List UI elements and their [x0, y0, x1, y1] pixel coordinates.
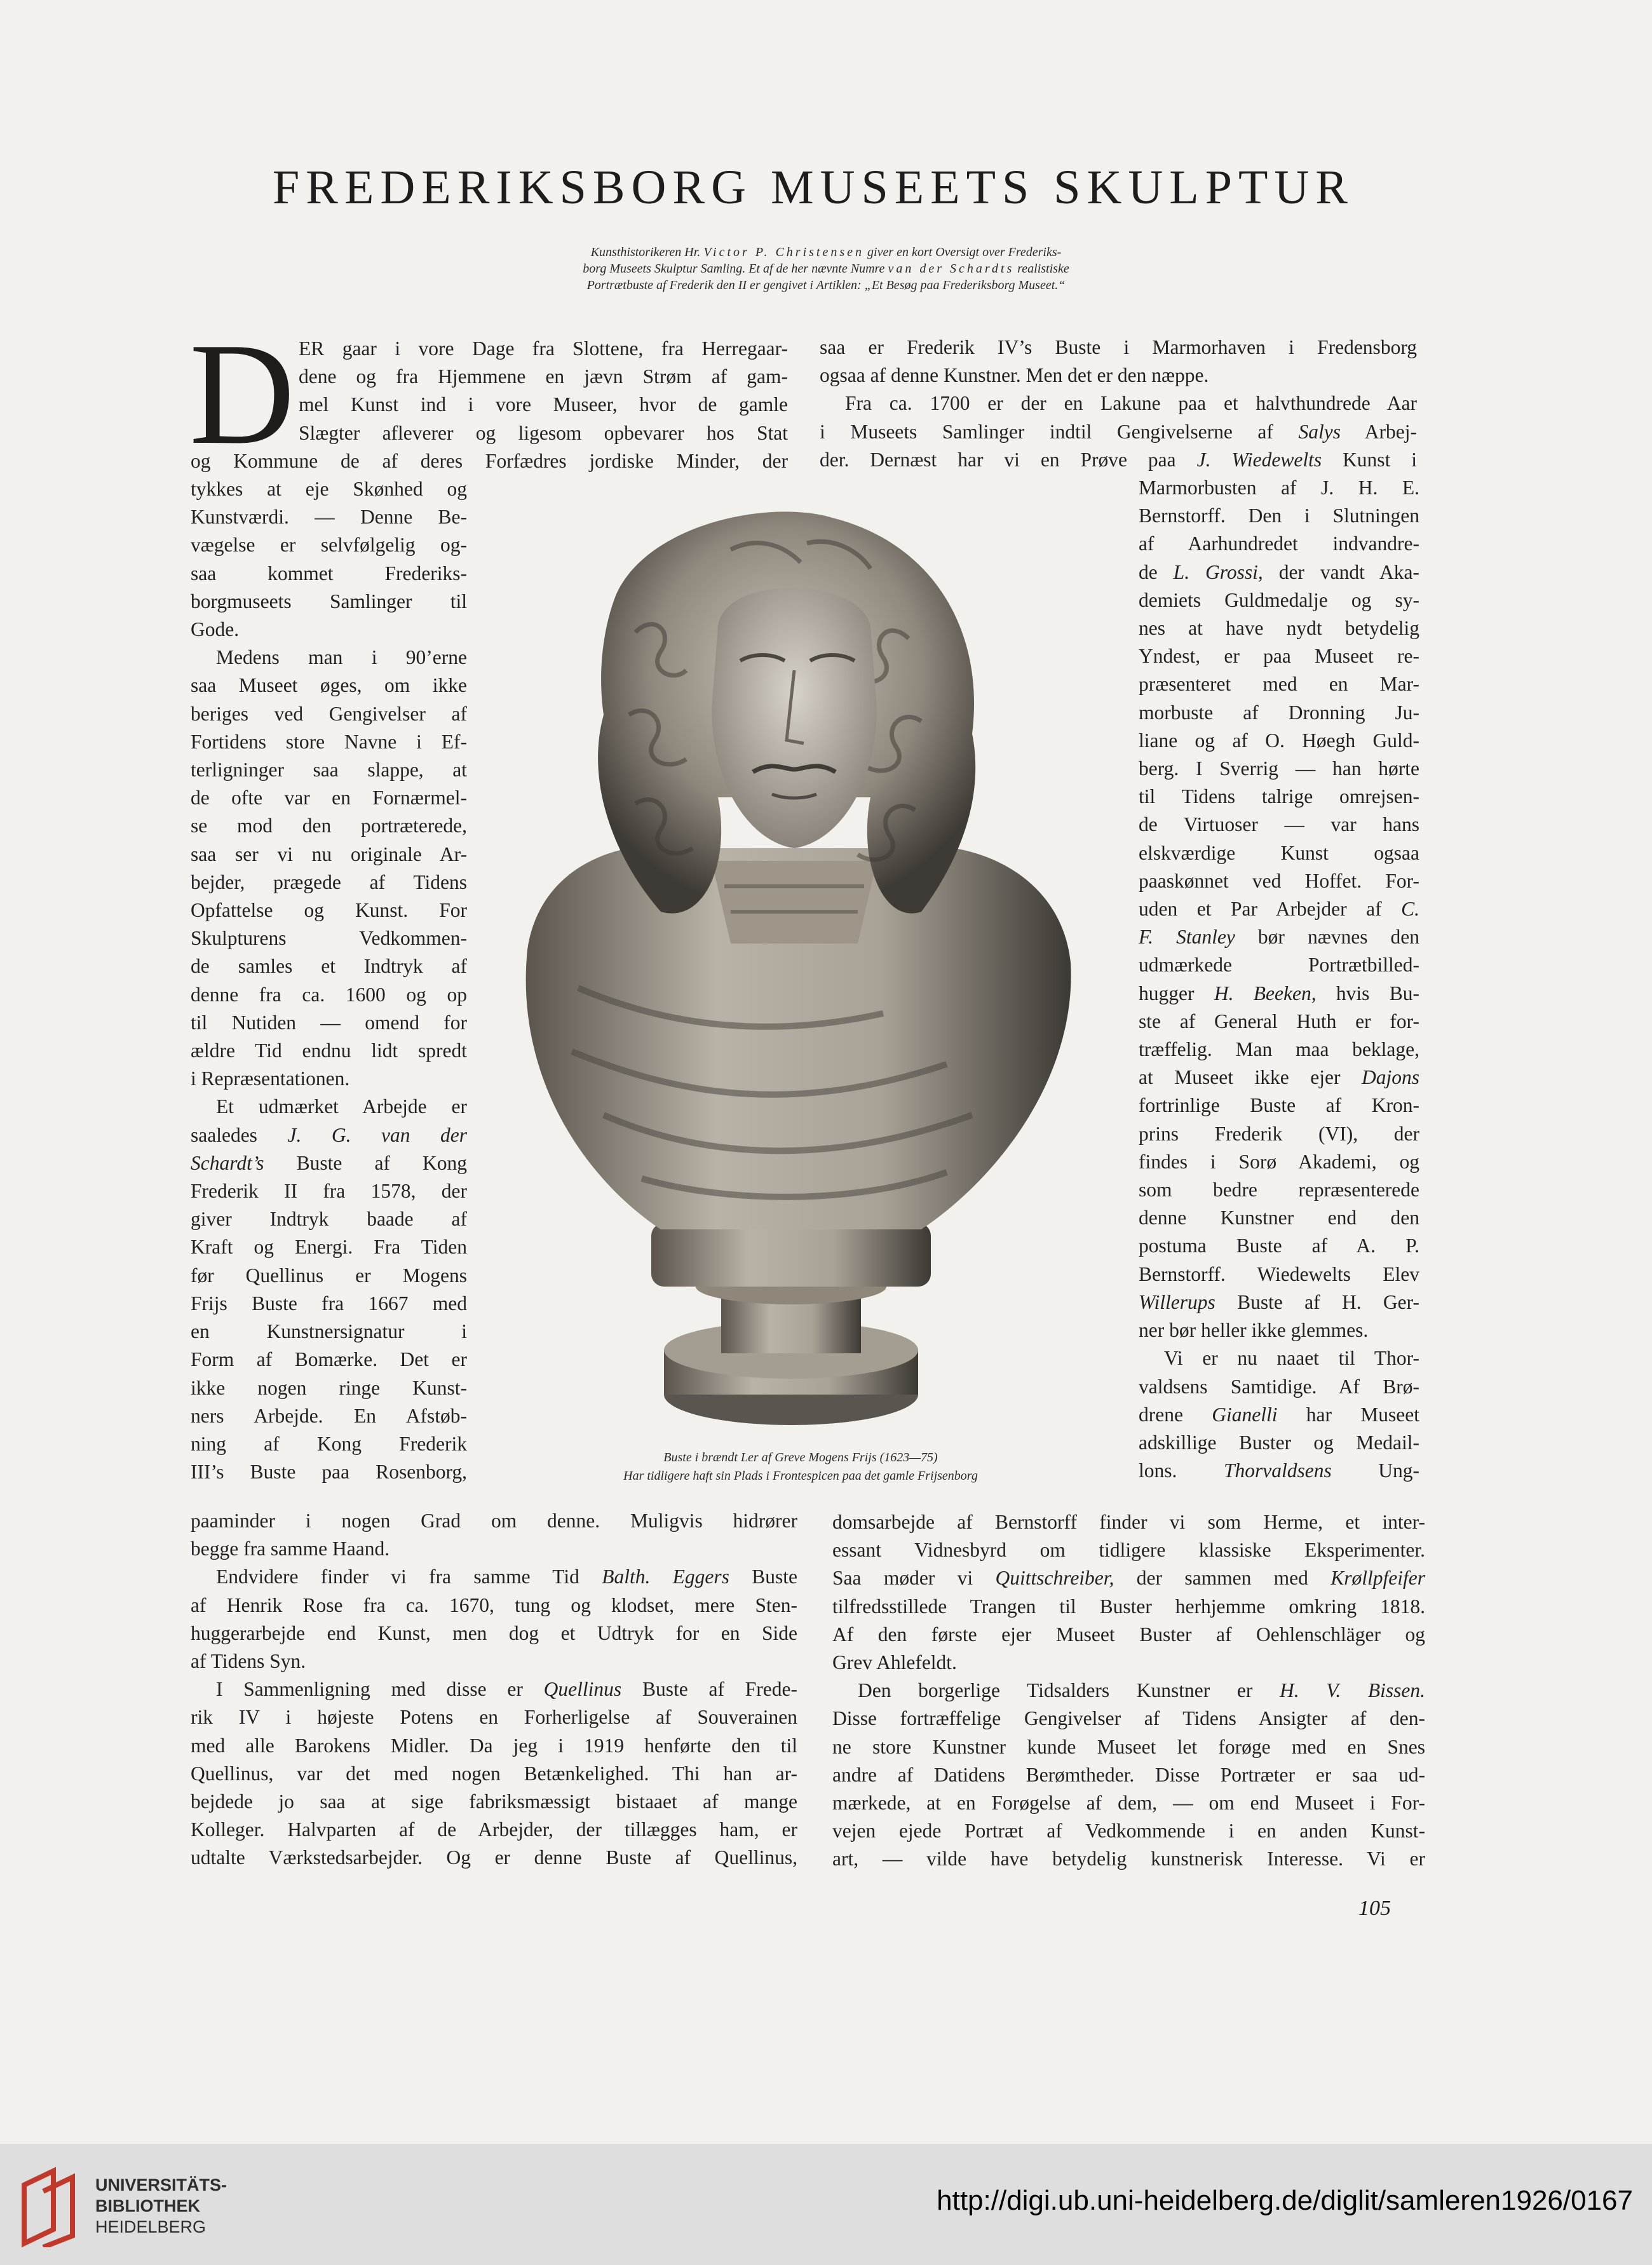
text-run: hugger	[1139, 982, 1195, 1004]
text-line	[191, 1121, 467, 1149]
text-run: Endvidere finder vi fra samme Tid	[216, 1565, 579, 1588]
text-run: bør nævnes den	[1257, 926, 1419, 949]
artist-name: Thorvaldsens	[1223, 1459, 1332, 1482]
source-url-link[interactable]: http://digi.ub.uni-heidelberg.de/diglit/samleren1926/0167	[937, 2185, 1633, 2216]
text-line: saa ser vi nu originale Ar-	[191, 842, 467, 865]
text-line: andre af Datidens Berømtheder. Disse Portræter er saa ud-	[832, 1763, 1425, 1786]
text-line: se mod den portræterede,	[191, 815, 467, 837]
text-run: de	[1139, 560, 1158, 583]
text-line: berg. I Sverrig — han hørte	[1139, 757, 1419, 780]
text-line: Yndest, er paa Museet re-	[1139, 645, 1419, 668]
text-run: saaledes	[191, 1123, 257, 1146]
caption-line-1: Buste i brændt Ler af Greve Mogens Frijs (1623—75)	[663, 1450, 938, 1464]
text-run: Arbej-	[1364, 420, 1418, 443]
text-line: denne Kunstner end den	[1139, 1207, 1419, 1229]
text-run: Buste	[752, 1565, 797, 1588]
text-line: saa kommet Frederiks-	[191, 562, 467, 585]
text-line: paaskønnet ved Hoffet. For-	[1139, 869, 1419, 892]
lead-author-name: Victor P. Christensen	[703, 245, 865, 259]
artist-name: Dajons	[1362, 1066, 1420, 1089]
text-line: ældre Tid endnu lidt spredt	[191, 1039, 467, 1062]
text-run: der. Dernæst har vi en Prøve paa	[820, 448, 1176, 471]
text-line: vejen ejede Portræt af Vedkommende i en anden Kunst-	[832, 1820, 1425, 1842]
text-line: ne store Kunstner kunde Museet let forøge med en Snes	[832, 1735, 1425, 1758]
text-line: de ofte var en Fornærmel-	[191, 787, 467, 809]
text-line: Gode.	[191, 618, 240, 641]
text-run: Kunst i	[1343, 448, 1418, 471]
text-line: bejder, prægede af Tidens	[191, 870, 467, 893]
text-run: I Sammenligning med disse er	[216, 1678, 523, 1701]
library-name-line: UNIVERSITÄTS-	[95, 2175, 227, 2194]
text-line	[1139, 923, 1419, 951]
text-run: lons.	[1139, 1459, 1177, 1482]
artist-name: Krøllpfeifer	[1330, 1567, 1425, 1590]
artist-name: L. Grossi,	[1173, 560, 1263, 583]
text-line	[1139, 1064, 1419, 1092]
text-run: i Museets Samlinger indtil Gengivelserne af	[820, 420, 1273, 443]
text-line: dene og fra Hjemmene en jævn Strøm af gam-	[299, 365, 788, 388]
text-line: terligninger saa slappe, at	[191, 759, 467, 781]
artist-name: Willerups	[1139, 1290, 1215, 1313]
text-line: vægelse er selvfølgelig og-	[191, 534, 467, 557]
text-line: før Quellinus er Mogens	[191, 1264, 467, 1287]
text-line: Kraft og Energi. Fra Tiden	[191, 1236, 467, 1259]
text-line: elskværdige Kunst ogsaa	[1139, 841, 1419, 864]
figure-caption	[496, 1449, 1106, 1485]
text-line: Fra ca. 1700 er der en Lakune paa et halvthundrede Aar	[845, 392, 1417, 415]
text-line: postuma Buste af A. P.	[1139, 1234, 1419, 1257]
text-run: Ung-	[1378, 1459, 1419, 1482]
text-line: saa er Frederik IV’s Buste i Marmorhaven i Fredensborg	[820, 336, 1417, 358]
text-line: Medens man i 90’erne	[216, 646, 467, 669]
text-line: rik IV i højeste Potens en Forherligelse af Souverainen	[191, 1706, 797, 1729]
library-name-line: HEIDELBERG	[95, 2217, 207, 2236]
column-2-top	[820, 334, 1417, 474]
text-line: saa Museet øges, om ikke	[191, 674, 467, 697]
text-line: til Nutiden — omend for	[191, 1011, 467, 1034]
text-line: III’s Buste paa Rosenborg,	[191, 1461, 467, 1484]
article-title: FREDERIKSBORG MUSEETS SKULPTUR	[273, 161, 1354, 214]
text-line: mærkede, at en Forøgelse af dem, — om end Museet i For-	[832, 1792, 1425, 1815]
artist-name: Gianelli	[1212, 1403, 1278, 1426]
text-line: art, — vilde have betydelig kunstnerisk Interesse. Vi er	[832, 1848, 1425, 1870]
text-line: og Kommune de af deres Forfædres jordiske Minder, der	[191, 450, 788, 472]
text-line: Kunstværdi. — Denne Be-	[191, 506, 467, 529]
text-line: Fortidens store Navne i Ef-	[191, 730, 467, 753]
caption-line-2: Har tidligere haft sin Plads i Frontespicen paa det gamle Frijsenborg	[623, 1469, 978, 1483]
library-name	[95, 2175, 227, 2238]
column-1-bottom	[191, 1507, 797, 1872]
artist-name: J. Wiedewelts	[1196, 448, 1322, 471]
artist-name: Balth. Eggers	[602, 1565, 729, 1588]
university-library-logo-icon	[18, 2166, 84, 2247]
text-line: med alle Barokens Midler. Da jeg i 1919 henførte den til	[191, 1734, 797, 1757]
text-line: essant Vidnesbyrd om tidligere klassiske Eksperimenter.	[832, 1539, 1425, 1562]
text-line: træffelig. Man maa beklage,	[1139, 1038, 1419, 1061]
text-line: mel Kunst ind i vore Museer, hvor de gamle	[299, 393, 788, 416]
text-line: demiets Guldmedalje og sy-	[1139, 588, 1419, 611]
bust-photograph	[502, 505, 1087, 1445]
text-line: denne fra ca. 1600 og op	[191, 983, 467, 1006]
text-line: Disse fortræffelige Gengivelser af Tidens Ansigter af den-	[832, 1707, 1425, 1730]
drop-cap: D	[189, 313, 295, 475]
text-line: Opfattelse og Kunst. For	[191, 899, 467, 922]
article-lead	[407, 244, 1245, 294]
text-line	[1139, 980, 1419, 1008]
text-line: domsarbejde af Bernstorff finder vi som Herme, et inter-	[832, 1511, 1425, 1533]
text-line: udmærkede Portrætbilled-	[1139, 954, 1419, 977]
text-line: morbuste af Dronning Ju-	[1139, 701, 1419, 724]
lead-text: Kunsthistorikeren Hr.	[590, 245, 701, 259]
artist-name: Schardt’s	[191, 1151, 264, 1174]
text-run: uden et Par Arbejder af	[1139, 898, 1382, 921]
text-line: Kolleger. Halvparten af de Arbejder, der tillægges ham, er	[191, 1818, 797, 1841]
text-line: liane og af O. Høegh Guld-	[1139, 729, 1419, 752]
lead-artist-name: van der Schardts	[888, 262, 1015, 276]
lead-line-1	[407, 244, 1245, 260]
library-name-line: BIBLIOTHEK	[95, 2196, 200, 2215]
lead-line-3: Portrætbuste af Frederik den II er gengivet i Artiklen: „Et Besøg paa Frederiksborg Museet.“	[586, 278, 1066, 292]
viewer-footer	[0, 2144, 1652, 2265]
text-line: findes i Sorø Akademi, og	[1139, 1150, 1419, 1173]
text-line: en Kunstnersignatur i	[191, 1320, 467, 1343]
text-line	[1139, 895, 1419, 923]
text-line	[191, 1563, 797, 1591]
column-2-bottom	[832, 1508, 1425, 1874]
artist-name: Salys	[1298, 420, 1341, 443]
text-line: begge fra samme Haand.	[191, 1538, 390, 1560]
lead-text: giver en kort Oversigt over Frederiks-	[867, 245, 1062, 259]
text-line: de samles et Indtryk af	[191, 955, 467, 978]
text-line	[832, 1677, 1425, 1705]
text-line: beriges ved Gengivelser af	[191, 702, 467, 725]
lead-line-2	[407, 260, 1245, 277]
text-line: af Aarhundredet indvandre-	[1139, 532, 1419, 555]
text-run: har Museet	[1306, 1403, 1419, 1426]
text-run: Saa møder vi	[832, 1567, 973, 1590]
artist-name: F. Stanley	[1139, 926, 1235, 949]
text-line	[1139, 1288, 1419, 1316]
text-line: ste af General Huth er for-	[1139, 1010, 1419, 1032]
text-run: drene	[1139, 1403, 1183, 1426]
text-line: Frijs Buste fra 1667 med	[191, 1292, 467, 1315]
text-run: at Museet ikke ejer	[1139, 1066, 1341, 1089]
text-line: borgmuseets Samlinger til	[191, 590, 467, 612]
text-line: ners Arbejde. En Afstøb-	[191, 1404, 467, 1427]
text-run: Buste af Kong	[296, 1151, 467, 1174]
text-line: Frederik II fra 1578, der	[191, 1180, 467, 1203]
text-line: ner bør heller ikke glemmes.	[1139, 1319, 1369, 1342]
text-line: ikke nogen ringe Kunst-	[191, 1376, 467, 1399]
artist-name: C.	[1401, 898, 1419, 921]
text-line: bejdede jo saa at sige fabriksmæssigt bistaaet af mange	[191, 1790, 797, 1813]
text-line: tykkes at eje Skønhed og	[191, 478, 467, 500]
text-run: Buste af H. Ger-	[1237, 1290, 1419, 1313]
text-line	[1139, 558, 1419, 586]
text-line: Slægter afleverer og ligesom opbevarer hos Stat	[299, 421, 788, 444]
lead-text: realistiske	[1017, 262, 1069, 276]
artist-name: Quittschreiber,	[995, 1567, 1114, 1590]
text-line: af Tidens Syn.	[191, 1650, 306, 1673]
page-number: 105	[1358, 1897, 1391, 1920]
artist-name: H. V. Bissen.	[1279, 1679, 1426, 1702]
text-line: fortrinlige Buste af Kron-	[1139, 1094, 1419, 1117]
text-line: Marmorbusten af J. H. E.	[1139, 477, 1419, 499]
text-line: udtalte Værkstedsarbejder. Og er denne Buste af Quellinus,	[191, 1846, 797, 1869]
text-line: giver Indtryk baade af	[191, 1208, 467, 1231]
text-line: nes at have nydt betydelig	[1139, 617, 1419, 640]
text-line: Bernstorff. Wiedewelts Elev	[1139, 1262, 1419, 1285]
text-line: ER gaar i vore Dage fra Slottene, fra Herregaar-	[299, 337, 788, 360]
text-line: paaminder i nogen Grad om denne. Muligvis hidrører	[191, 1510, 797, 1532]
text-line: huggerarbejde end Kunst, men dog et Udtryk for en Side	[191, 1621, 797, 1644]
text-line: ning af Kong Frederik	[191, 1432, 467, 1455]
text-line: Vi er nu naaet til Thor-	[1164, 1347, 1419, 1370]
text-line	[832, 1564, 1425, 1592]
text-line	[820, 446, 1417, 474]
text-line: Form af Bomærke. Det er	[191, 1348, 467, 1371]
text-line: til Tidens talrige omrejsen-	[1139, 785, 1419, 808]
text-line: Bernstorff. Den i Slutningen	[1139, 504, 1419, 527]
artist-name: Quellinus	[543, 1678, 622, 1701]
text-line: valdsens Samtidige. Af Brø-	[1139, 1375, 1419, 1398]
artist-name: J. G. van der	[287, 1123, 468, 1146]
text-line: i Repræsentationen.	[191, 1067, 350, 1090]
text-line	[191, 1675, 797, 1703]
text-run: der vandt Aka-	[1278, 560, 1419, 583]
text-run: Den borgerlige Tidsalders Kunstner er	[858, 1679, 1253, 1702]
artist-name: H. Beeken,	[1214, 982, 1317, 1004]
text-line: Quellinus, var det med nogen Betænkelighed. Thi han ar-	[191, 1762, 797, 1785]
column-1-top	[299, 335, 788, 447]
column-2-narrow	[1139, 474, 1419, 1485]
text-line	[191, 1149, 467, 1177]
text-line: af Henrik Rose fra ca. 1670, tung og klodset, mere Sten-	[191, 1593, 797, 1616]
text-line: prins Frederik (VI), der	[1139, 1122, 1419, 1145]
text-line: Grev Ahlefeldt.	[832, 1651, 957, 1674]
text-line: ogsaa af denne Kunstner. Men det er den næppe.	[820, 364, 1209, 387]
text-line: Af den første ejer Museet Buster af Oehlenschläger og	[832, 1623, 1425, 1646]
text-line	[1139, 1457, 1419, 1485]
lead-text: borg Museets Skulptur Samling. Et af de her nævnte Numre	[583, 262, 885, 276]
text-line	[820, 418, 1417, 446]
text-run: hvis Bu-	[1336, 982, 1420, 1004]
text-line: præsenteret med en Mar-	[1139, 673, 1419, 696]
column-1-top-full	[191, 447, 788, 475]
text-line: Et udmærket Arbejde er	[216, 1095, 467, 1118]
text-run: der sammen med	[1136, 1567, 1308, 1590]
column-1-narrow	[191, 475, 467, 1486]
text-run: Buste af Frede-	[642, 1678, 797, 1701]
text-line: tilfredsstillede Trangen til Buster herhjemme omkring 1818.	[832, 1595, 1425, 1618]
text-line	[1139, 1401, 1419, 1429]
text-line: de Virtuoser — var hans	[1139, 813, 1419, 836]
text-line: som bedre repræsenterede	[1139, 1179, 1419, 1201]
text-line: adskillige Buster og Medail-	[1139, 1431, 1419, 1454]
text-line: Skulpturens Vedkommen-	[191, 927, 467, 950]
